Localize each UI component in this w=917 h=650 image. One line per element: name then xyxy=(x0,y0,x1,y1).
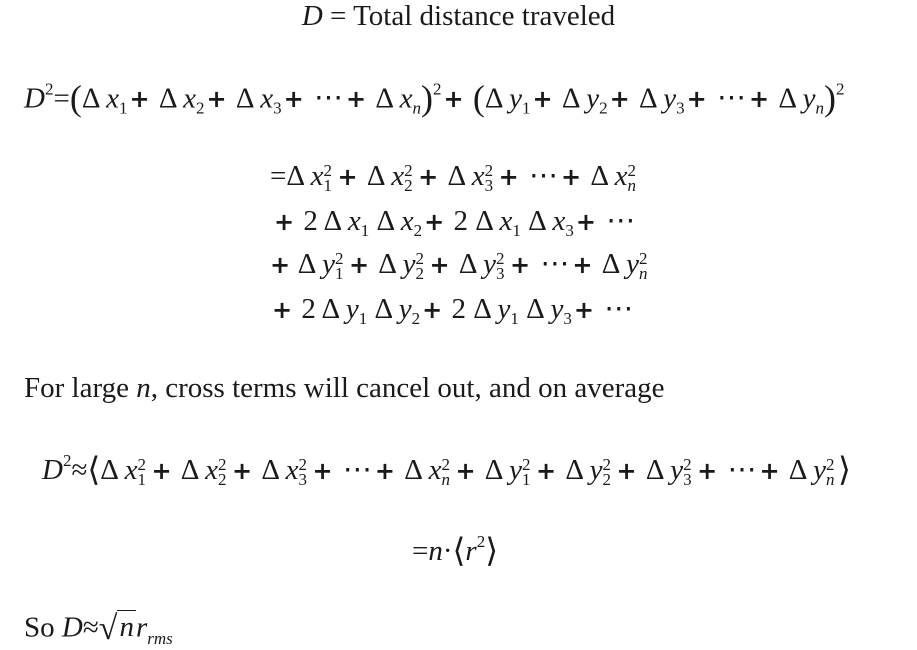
square-root: √n xyxy=(98,610,134,647)
equation-n-r-squared: $=n\cdot⟨r^2⟩$ xyxy=(412,532,499,570)
equation-y-squares: + Δ y 2 1 + Δ y 2 2 + Δ y 2 3 + ⋯ + Δ y 2 n xyxy=(270,248,648,284)
definition-symbol: D xyxy=(301,0,323,32)
note-lead: For large xyxy=(24,372,129,404)
note-rest: , cross terms will cancel out, and on average xyxy=(150,372,665,404)
conclusion-lead: So xyxy=(24,611,55,644)
equation-y-cross-terms: + 2 Δ $y_1$ Δ $y_2+ 2$ Δ $y_1$ Δ $y_3+$ ⋯ xyxy=(272,293,634,328)
note-var: n xyxy=(136,372,151,404)
conclusion-line: So $D\approx√nr_{rms}$ xyxy=(24,610,173,648)
equation-x-squares: =Δ x 2 1 + Δ x 2 2 + Δ x 2 3 + ⋯ + Δ x 2 n xyxy=(270,160,637,196)
definition-text: = Total distance traveled xyxy=(330,0,616,32)
equation-squared-sum: $D^2=(\Delta$ $x_1+ \Delta$ $x_2+ \Delta$ $x_3+$ ⋯ + Δ $x_n)^2+ (\Delta$ $y_1+ \Delta$ $y_2+ \Delta$ $y_3+$ ⋯ + Δ $y_n)^2$ xyxy=(24,78,845,118)
definition-line xyxy=(0,2,917,31)
equation-average: $D^2\approx⟨\Delta$ x 2 1 + Δ x 2 2 + Δ x 2 3 + ⋯ + Δ x 2 n + Δ y 2 1 + Δ y 2 2 + Δ y 2 3 + ⋯ + Δ y 2 n ⟩ xyxy=(42,451,851,490)
equation-x-cross-terms: + 2 Δ $x_1$ Δ $x_2+ 2$ Δ $x_1$ Δ $x_3+$ ⋯ xyxy=(274,205,636,240)
cross-terms-note xyxy=(24,374,665,403)
